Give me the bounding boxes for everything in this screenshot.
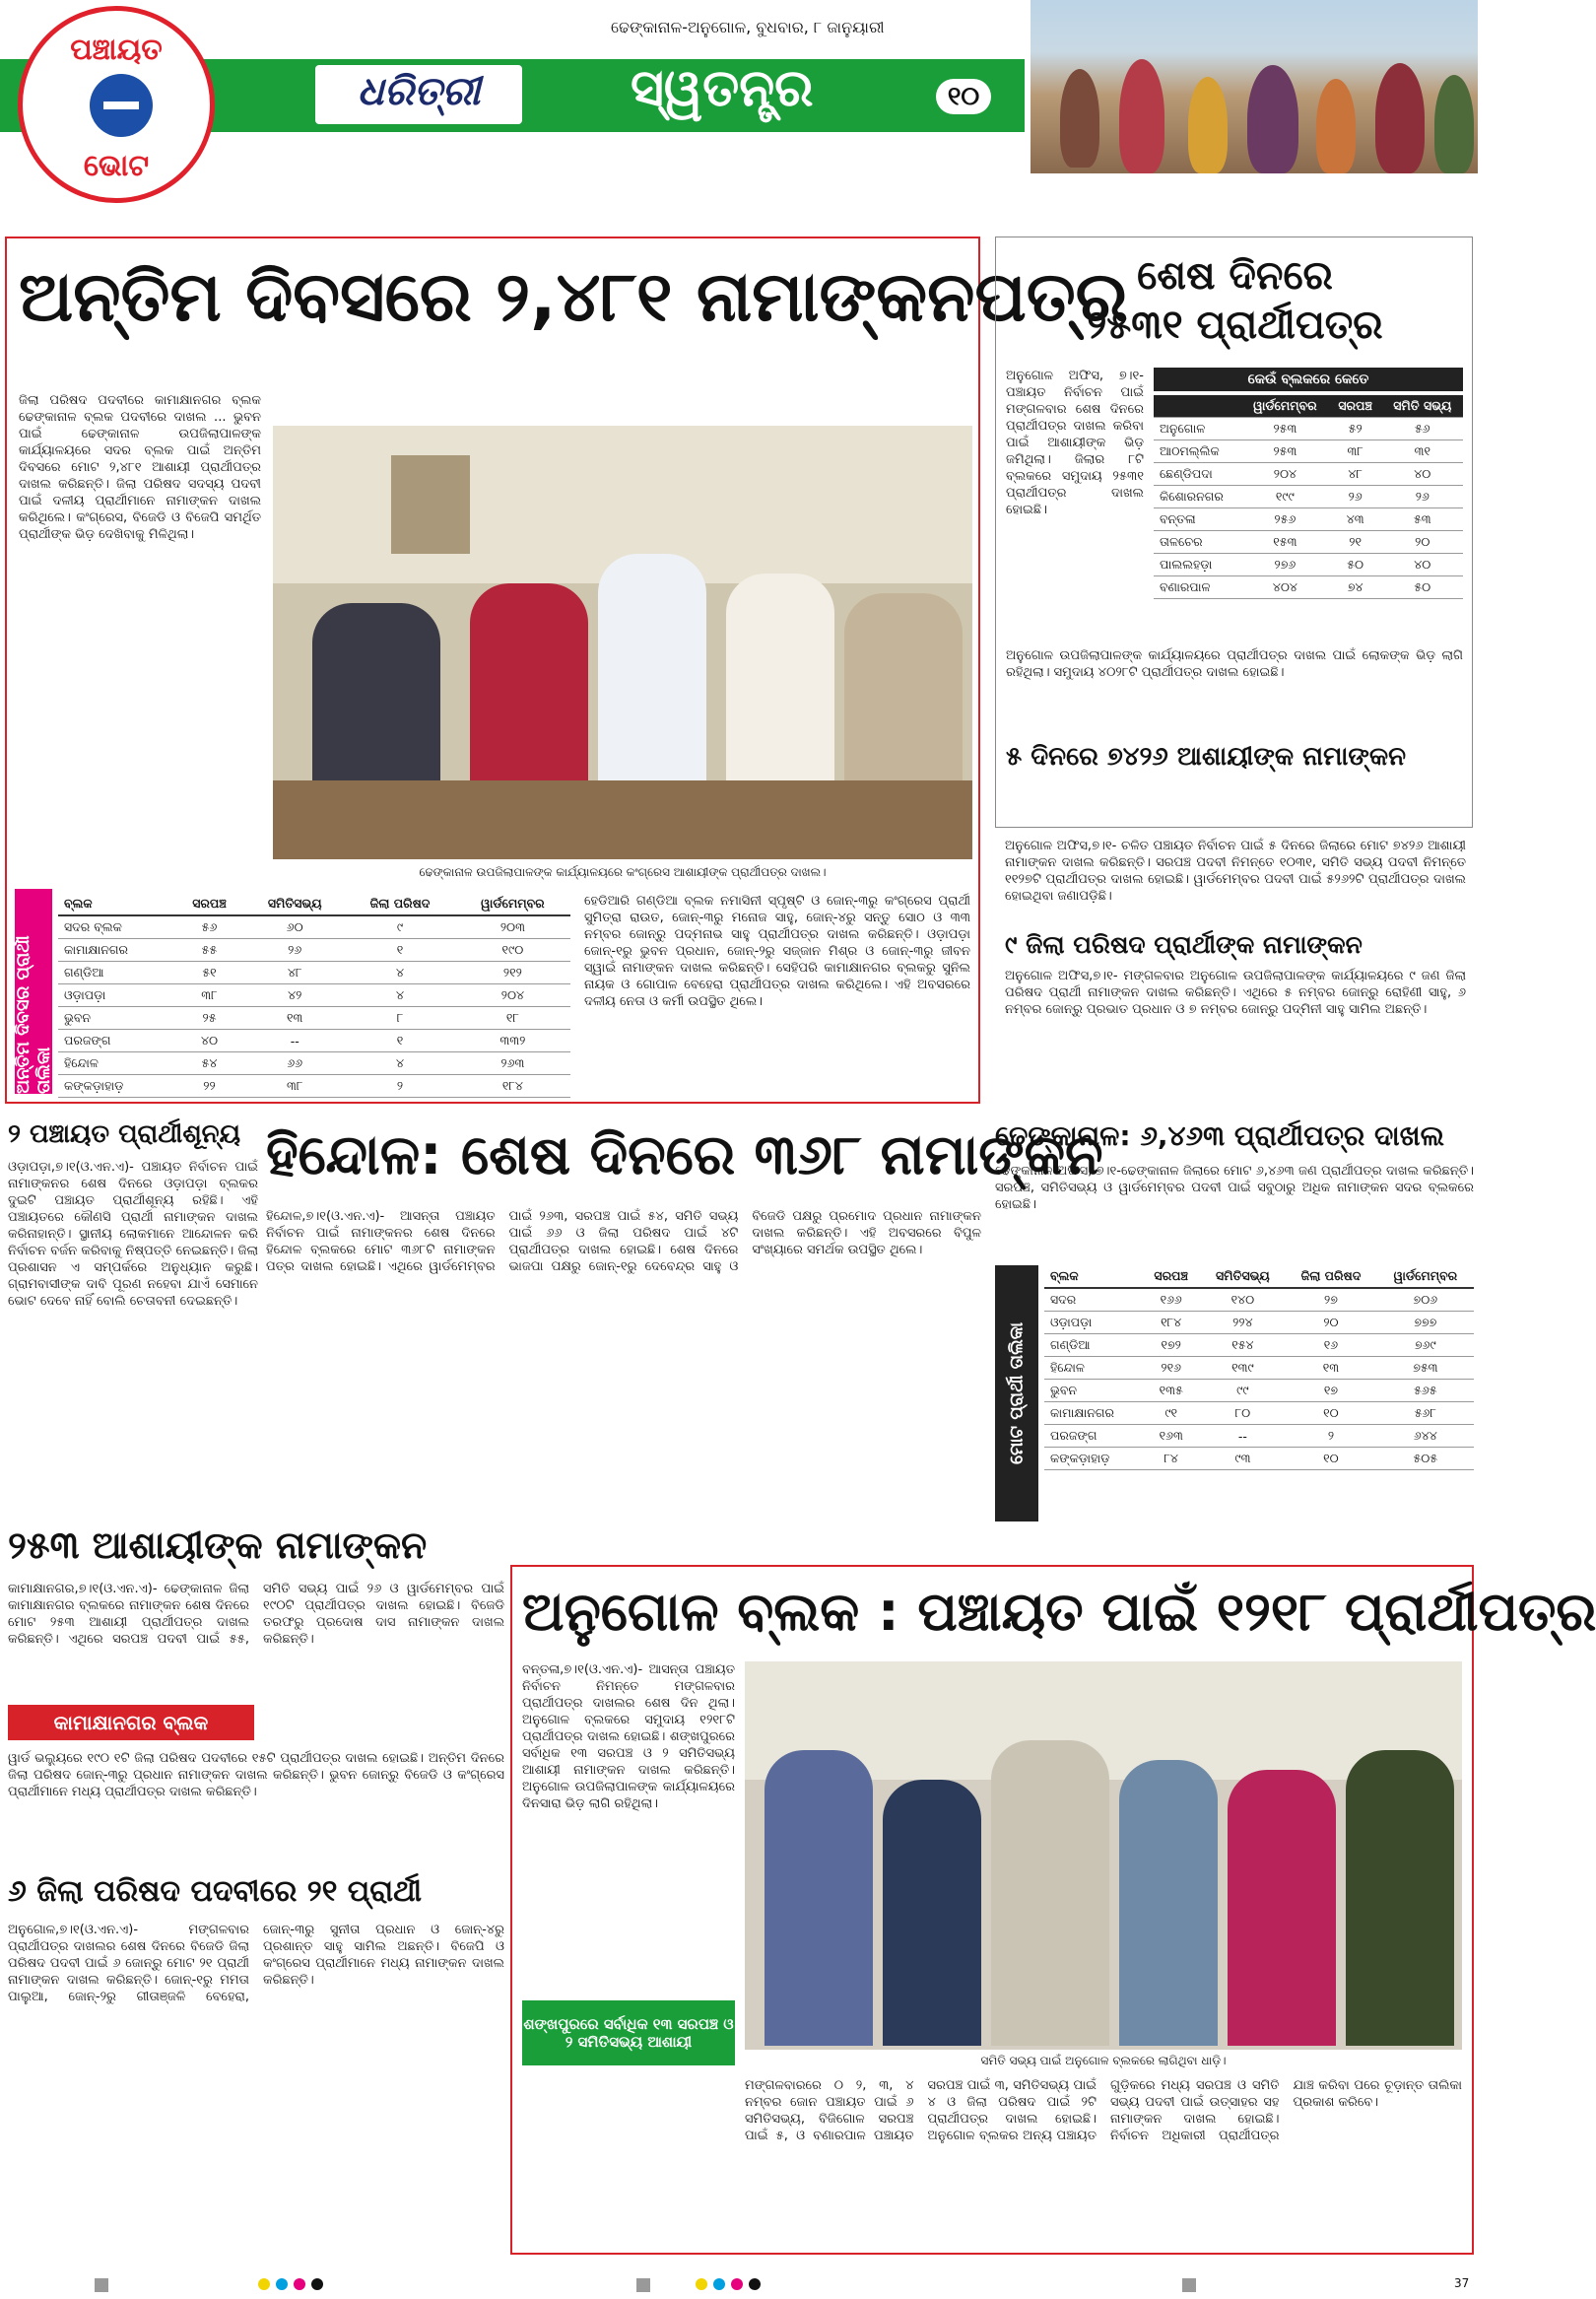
table-cell: ଗଣ୍ଡିଆ bbox=[1044, 1334, 1142, 1357]
table-cell: ୩୮ bbox=[174, 984, 244, 1007]
table-cell: -- bbox=[1201, 1425, 1286, 1448]
table-cell: ୫୪ bbox=[174, 1052, 244, 1075]
table-cell: ୫୨ bbox=[1329, 418, 1382, 440]
table-cell: ୬୪୪ bbox=[1377, 1425, 1474, 1448]
table-row bbox=[1154, 531, 1463, 554]
table-cell: ୨୫ bbox=[174, 1007, 244, 1030]
table-header: ଜିଲା ପରିଷଦ bbox=[345, 893, 454, 915]
table-cell: ୧୩ bbox=[1285, 1357, 1376, 1380]
table-header: ସମିତି ସଭ୍ୟ bbox=[1382, 395, 1463, 418]
table-row bbox=[1044, 1288, 1474, 1312]
print-mark bbox=[95, 2278, 108, 2292]
table-row bbox=[1154, 508, 1463, 531]
table-cell: ୪ bbox=[345, 1052, 454, 1075]
dateline: ଢେଙ୍କାନାଳ-ଅନୁଗୋଳ, ବୁଧବାର, ୮ ଜାନୁୟାରୀ bbox=[611, 18, 885, 36]
table-row bbox=[58, 915, 570, 939]
lead-body-2: ହେଡିଆରି ଗଣ୍ଡିଆ ବ୍ଲକ ନମାସିନୀ ସ୍ପୃଷ୍ଟି ଓ ଜୋନ୍-୩ରୁ କଂଗ୍ରେସ ପ୍ରାର୍ଥୀ ସୁମିତ୍ରା ରାଉତ, ଜୋନ୍-୩ରୁ ମନୋଜ ସାହୁ, ଜୋନ୍-୪ରୁ ସନ୍ତୁ ସୋଠ ଓ ୩୩ ନମ୍ବର ଜୋନ୍‌ରୁ ପଦ୍ମନାଭ ସାହୁ ପ୍ରାର୍ଥୀପତ୍ର ଦାଖଲ କରିଛନ୍ତି। ଓଡ଼ାପଡ଼ା ଜୋନ୍-୧ରୁ ଭୁବନ ପ୍ରଧାନ, ଜୋନ୍-୨ରୁ ସଜ୍ଜାନ ମିଶ୍ର ଓ ଜୋନ୍-୩ରୁ ଜୀବନ ସ୍ୱାଇଁ ନାମାଙ୍କନ ଦାଖଲ କରିଛନ୍ତି। ସେହିପରି କାମାକ୍ଷାନଗର ବ୍ଲକରୁ ସୁନିଲ ନାୟକ ଓ ଗୋପାଳ ବେହେରା ପ୍ରାର୍ଥୀପତ୍ର ଦାଖଲ କରିଥିଲେ। ଏହି ଅବସରରେ ଦଳୀୟ ନେତା ଓ କର୍ମୀ ଉପସ୍ଥିତ ଥିଲେ। bbox=[584, 894, 970, 1009]
anugul-block-photo-caption: ସମିତି ସଭ୍ୟ ପାଇଁ ଅନୁଗୋଳ ବ୍ଲକରେ ଲାଗିଥିବା ଧାଡ଼ି। bbox=[980, 2054, 1227, 2067]
table-row bbox=[1154, 554, 1463, 576]
anugul-table bbox=[1154, 395, 1463, 599]
table-cell: ୨୨୪ bbox=[1201, 1312, 1286, 1334]
anugul-body-2: ଅନୁଗୋଳ ଉପଜିଲାପାଳଙ୍କ କାର୍ଯ୍ୟାଳୟରେ ପ୍ରାର୍ଥୀପତ୍ର ଦାଖଲ ପାଇଁ ଲୋକଙ୍କ ଭିଡ଼ ଲାଗି ରହିଥିଲା। ସମୁଦାୟ ୪୦୨୮ଟି ପ୍ରାର୍ଥୀପତ୍ର ଦାଖଲ ହୋଇଛି। bbox=[1006, 648, 1463, 680]
table-row bbox=[1044, 1357, 1474, 1380]
table-cell: ଆଠମଲ୍ଲିକ bbox=[1154, 440, 1241, 463]
lead-photo bbox=[273, 426, 972, 859]
dhenkanal-body: ଢେଙ୍କାନାଳ ଅଫିସ, ୭।୧-ଢେଙ୍କାନାଳ ଜିଲାରେ ମୋଟ ୬,୪୬୩ ଜଣ ପ୍ରାର୍ଥୀପତ୍ର ଦାଖଲ କରିଛନ୍ତି। ସରପଞ୍ଚ, ସମିତିସଭ୍ୟ ଓ ୱାର୍ଡମେମ୍ବର ପଦବୀ ପାଇଁ ସବୁଠାରୁ ଅଧିକ ନାମାଙ୍କନ ସଦର ବ୍ଲକରେ ହୋଇଛି। bbox=[995, 1164, 1474, 1212]
table-cell: ଭୁବନ bbox=[58, 1007, 174, 1030]
table-cell: ୫୦୫ bbox=[1377, 1448, 1474, 1470]
table-cell: ସଦର bbox=[1044, 1288, 1142, 1312]
table-cell: ସଦର ବ୍ଲକ bbox=[58, 915, 174, 939]
table-cell: -- bbox=[244, 1030, 345, 1052]
table-cell: ୨୧ bbox=[1329, 531, 1382, 554]
anugul-body: ଅନୁଗୋଳ ଅଫିସ, ୭।୧- ପଞ୍ଚାୟତ ନିର୍ବାଚନ ପାଇଁ ମଙ୍ଗଳବାର ଶେଷ ଦିନରେ ପ୍ରାର୍ଥୀପତ୍ର ଦାଖଲ କରିବା ପାଇଁ ଆଶାୟୀଙ୍କ ଭିଡ଼ ଜମିଥିଲା। ଜିଲାର ୮ଟି ବ୍ଲକରେ ସମୁଦାୟ ୨୫୩୧ ପ୍ରାର୍ଥୀପତ୍ର ଦାଖଲ ହୋଇଛି। bbox=[1006, 369, 1144, 517]
table-cell: ୪୮ bbox=[1329, 463, 1382, 486]
table-cell: ୩୮ bbox=[244, 1075, 345, 1098]
print-mark bbox=[731, 2278, 743, 2290]
table-cell: ୨୭୬ bbox=[1241, 554, 1329, 576]
table-cell: ୭୬୯ bbox=[1377, 1334, 1474, 1357]
table-cell: ୨୧୨ bbox=[455, 962, 570, 984]
table-cell: ୯୩ bbox=[1201, 1448, 1286, 1470]
hindol-headline: ହିନ୍ଦୋଳ: ଶେଷ ଦିନରେ ୩୬୮ ନାମାଙ୍କନ bbox=[266, 1123, 1103, 1187]
table-cell: ୯୯ bbox=[1201, 1380, 1286, 1402]
anugul-table-title: କେଉଁ ବ୍ଲକରେ କେତେ bbox=[1154, 368, 1463, 391]
table-cell: ୬୦ bbox=[244, 915, 345, 939]
table-cell: ୩୧ bbox=[1382, 440, 1463, 463]
table-cell: ୧୬୬ bbox=[1142, 1288, 1201, 1312]
table-header: ସରପଞ୍ଚ bbox=[174, 893, 244, 915]
table-cell: ୨୦ bbox=[1285, 1312, 1376, 1334]
table-cell: ୨ bbox=[345, 1075, 454, 1098]
zp-21-body: ଅନୁଗୋଳ,୭।୧(ଓ.ଏନ.ଏ)- ମଙ୍ଗଳବାର ପ୍ରାର୍ଥୀପତ୍ର ଦାଖଲର ଶେଷ ଦିନରେ ବିଜେଡି ଜିଲା ପରିଷଦ ପଦବୀ ପାଇଁ ୬ ଜୋନ୍‌ରୁ ମୋଟ ୨୧ ପ୍ରାର୍ଥୀ ନାମାଙ୍କନ ଦାଖଲ କରିଛନ୍ତି। ଜୋନ୍-୧ରୁ ମମତା ପାଲୁଆ, ଜୋନ୍-୨ରୁ ଗୀତାଞ୍ଜଳି ବେହେରା, ଜୋନ୍-୩ରୁ ସୁନୀତା ପ୍ରଧାନ ଓ ଜୋନ୍-୪ରୁ ପ୍ରଶାନ୍ତ ସାହୁ ସାମିଲ ଅଛନ୍ତି। ବିଜେପି ଓ କଂଗ୍ରେସ ପ୍ରାର୍ଥୀମାନେ ମଧ୍ୟ ନାମାଙ୍କନ ଦାଖଲ କରିଛନ୍ତି। bbox=[8, 1923, 504, 2004]
table-cell: କଙ୍କଡ଼ାହାଡ଼ bbox=[58, 1075, 174, 1098]
table-cell: ୪୦ bbox=[1382, 463, 1463, 486]
table-header: ବ୍ଲକ bbox=[58, 893, 174, 915]
table-row bbox=[1154, 418, 1463, 440]
table-cell: ୧୯୯ bbox=[1241, 486, 1329, 508]
table-cell: ପାଲଲହଡ଼ା bbox=[1154, 554, 1241, 576]
table-cell: ପରଜଙ୍ଗ bbox=[58, 1030, 174, 1052]
table-cell: ୧୮ bbox=[455, 1007, 570, 1030]
print-mark bbox=[1182, 2278, 1196, 2292]
table-cell: ୪୦ bbox=[174, 1030, 244, 1052]
table-cell: ୫୩ bbox=[1382, 508, 1463, 531]
table-cell: ୭୭୭ bbox=[1377, 1312, 1474, 1334]
table-row bbox=[1154, 576, 1463, 599]
table-cell: ଛେଣ୍ଡିପଦା bbox=[1154, 463, 1241, 486]
kamakhyanagar-body: କାମାକ୍ଷାନଗର,୭।୧(ଓ.ଏନ.ଏ)- ଢେଙ୍କାନାଳ ଜିଲା କାମାକ୍ଷାନଗର ବ୍ଲକରେ ନାମାଙ୍କନ ଶେଷ ଦିନରେ ମୋଟ ୨୫୩ ଆଶାୟୀ ପ୍ରାର୍ଥୀପତ୍ର ଦାଖଲ କରିଛନ୍ତି। ଏଥିରେ ସରପଞ୍ଚ ପଦବୀ ପାଇଁ ୫୫, ସମିତି ସଭ୍ୟ ପାଇଁ ୨୬ ଓ ୱାର୍ଡମେମ୍ବର ପାଇଁ ୧୯୦ଟି ପ୍ରାର୍ଥୀପତ୍ର ଦାଖଲ ହୋଇଛି। ବିଜେଡି ତରଫରୁ ପ୍ରଦୋଷ ଦାସ ନାମାଙ୍କନ ଦାଖଲ କରିଛନ୍ତି। bbox=[8, 1582, 504, 1647]
anugul-headline-1: ଶେଷ ଦିନରେ bbox=[1137, 253, 1333, 299]
table-cell: ୧୦ bbox=[1285, 1448, 1376, 1470]
lead-headline: ଅନ୍ତିମ ଦିବସରେ ୨,୪୮୧ ନାମାଙ୍କନପତ୍ର bbox=[19, 256, 1128, 337]
print-mark bbox=[713, 2278, 725, 2290]
section-title: ସ୍ୱତନ୍ତ୍ର bbox=[631, 59, 814, 118]
table-cell: ୧୪୦ bbox=[1201, 1288, 1286, 1312]
table-cell: ୨୬୩ bbox=[455, 1052, 570, 1075]
table-row bbox=[58, 1052, 570, 1075]
table-row bbox=[1044, 1312, 1474, 1334]
table-cell: କଙ୍କଡ଼ାହାଡ଼ bbox=[1044, 1448, 1142, 1470]
table-cell: ୩୮ bbox=[1329, 440, 1382, 463]
anugul-block-headline: ଅନୁଗୋଳ ବ୍ଲକ : ପଞ୍ଚାୟତ ପାଇଁ ୧୨୧୮ ପ୍ରାର୍ଥୀପତ୍ର bbox=[522, 1581, 1596, 1643]
table-cell: ବଣାରପାଳ bbox=[1154, 576, 1241, 599]
table-cell: ୧୬୩ bbox=[1142, 1425, 1201, 1448]
table-cell: ୧୦ bbox=[1285, 1402, 1376, 1425]
print-mark bbox=[294, 2278, 305, 2290]
table-cell: କିଶୋରନଗର bbox=[1154, 486, 1241, 508]
table-cell: ୨୭ bbox=[1285, 1288, 1376, 1312]
table-cell: ଓଡ଼ାପଡ଼ା bbox=[58, 984, 174, 1007]
logo-top-text: ପଞ୍ଚାୟତ bbox=[70, 33, 163, 67]
lead-photo-caption: ଢେଙ୍କାନାଳ ଉପଜିଲାପାଳଙ୍କ କାର୍ଯ୍ୟାଳୟରେ କଂଗ୍ରେସ ଆଶାୟୀଙ୍କ ପ୍ରାର୍ଥୀପତ୍ର ଦାଖଲ। bbox=[419, 865, 827, 879]
newspaper-logo: ଧରିତ୍ରୀ bbox=[315, 65, 522, 124]
dhenkanal-table-label: ମୋଟ ପ୍ରାର୍ଥୀ ତାଲିକା bbox=[995, 1265, 1038, 1521]
table-cell: ୬୬ bbox=[244, 1052, 345, 1075]
table-cell: ୨୦ bbox=[1382, 531, 1463, 554]
table-cell: ୨୦୩ bbox=[455, 915, 570, 939]
anugul-block-photo bbox=[745, 1661, 1462, 2050]
table-cell: ଭୁବନ bbox=[1044, 1380, 1142, 1402]
table-cell: ୨୬ bbox=[244, 939, 345, 962]
table-cell: ୫୬୮ bbox=[1377, 1402, 1474, 1425]
print-mark bbox=[258, 2278, 270, 2290]
table-row bbox=[1154, 486, 1463, 508]
table-cell: ୨୬ bbox=[1329, 486, 1382, 508]
page-number: ୧୦ bbox=[936, 79, 991, 114]
table-cell: ୧ bbox=[345, 939, 454, 962]
table-cell: ୨୦୪ bbox=[1241, 463, 1329, 486]
table-cell: ୧୭ bbox=[1285, 1380, 1376, 1402]
table-cell: ୧୩ bbox=[244, 1007, 345, 1030]
story-7426-body: ଅନୁଗୋଳ ଅଫିସ,୭।୧- ଚଳିତ ପଞ୍ଚାୟତ ନିର୍ବାଚନ ପାଇଁ ୫ ଦିନରେ ଜିଲାରେ ମୋଟ ୭୪୨୬ ଆଶାୟୀ ନାମାଙ୍କନ ଦାଖଲ କରିଛନ୍ତି। ସରପଞ୍ଚ ପଦବୀ ନିମନ୍ତେ ୧୦୩୧, ସମିତି ସଭ୍ୟ ପଦବୀ ନିମନ୍ତେ ୧୧୨୭ଟି ପ୍ରାର୍ଥୀପତ୍ର ଦାଖଲ ହୋଇଛି। ୱାର୍ଡମେମ୍ବର ପଦବୀ ପାଇଁ ୫୨୬୨ଟି ପ୍ରାର୍ଥୀପତ୍ର ଦାଖଲ ହୋଇଥିବା ଜଣାପଡ଼ିଛି। bbox=[1005, 839, 1466, 904]
table-cell: ୨୨ bbox=[174, 1075, 244, 1098]
table-cell: ଅନୁଗୋଳ bbox=[1154, 418, 1241, 440]
table-cell: ୫୫ bbox=[174, 939, 244, 962]
anugul-block-callout: ଶଙ୍ଖପୁରରେ ସର୍ବାଧିକ ୧୩ ସରପଞ୍ଚ ଓ ୨ ସମିତିସଭ୍ୟ ଆଶାୟୀ bbox=[522, 2000, 735, 2065]
table-row bbox=[1154, 463, 1463, 486]
zp-9-headline: ୯ ଜିଲା ପରିଷଦ ପ୍ରାର୍ଥୀଙ୍କ ନାମାଙ୍କନ bbox=[1005, 930, 1363, 959]
table-cell: ବନ୍ତଳା bbox=[1154, 508, 1241, 531]
table-header: ବ୍ଲକ bbox=[1044, 1265, 1142, 1288]
table-cell: ୭୫୩ bbox=[1377, 1357, 1474, 1380]
table-cell: ୨୫୩ bbox=[1241, 418, 1329, 440]
print-mark bbox=[636, 2278, 650, 2292]
table-cell: ୮ bbox=[345, 1007, 454, 1030]
table-row bbox=[1044, 1425, 1474, 1448]
table-cell: ୨୫୩ bbox=[1241, 440, 1329, 463]
dhenkanal-table bbox=[1044, 1265, 1474, 1470]
table-cell: ୯ bbox=[345, 915, 454, 939]
anugul-block-story bbox=[510, 1565, 1596, 2255]
table-cell: ୧୫୩ bbox=[1241, 531, 1329, 554]
print-mark bbox=[311, 2278, 323, 2290]
crowd-photo bbox=[1031, 0, 1478, 173]
story-7426-headline: ୫ ଦିନରେ ୭୪୨୬ ଆଶାୟୀଙ୍କ ନାମାଙ୍କନ bbox=[1006, 742, 1407, 772]
table-header: ଜିଲା ପରିଷଦ bbox=[1285, 1265, 1376, 1288]
kamakhyanagar-headline: ୨୫୩ ଆଶାୟୀଙ୍କ ନାମାଙ୍କନ bbox=[8, 1523, 428, 1567]
ballot-mark-icon bbox=[90, 74, 153, 137]
anugul-story bbox=[995, 237, 1473, 828]
table-cell: ୪୦୪ bbox=[1241, 576, 1329, 599]
table-cell: ୨୬ bbox=[1382, 486, 1463, 508]
table-cell: ଗଣ୍ଡିଆ bbox=[58, 962, 174, 984]
table-header: ସରପଞ୍ଚ bbox=[1329, 395, 1382, 418]
table-cell: ୮୦ bbox=[1201, 1402, 1286, 1425]
table-header: ସରପଞ୍ଚ bbox=[1142, 1265, 1201, 1288]
table-cell: ୧ bbox=[345, 1030, 454, 1052]
table-cell: କାମାକ୍ଷାନଗର bbox=[1044, 1402, 1142, 1425]
table-cell: ୨ bbox=[1285, 1425, 1376, 1448]
dhenkanal-headline: ଢେଙ୍କାନାଳ: ୬,୪୬୩ ପ୍ରାର୍ଥୀପତ୍ର ଦାଖଲ bbox=[995, 1119, 1444, 1152]
print-mark bbox=[696, 2278, 707, 2290]
zp-21-headline: ୬ ଜିଲା ପରିଷଦ ପଦବୀରେ ୨୧ ପ୍ରାର୍ଥୀ bbox=[8, 1874, 423, 1909]
table-cell: ହିନ୍ଦୋଳ bbox=[58, 1052, 174, 1075]
page-ref: 37 bbox=[1454, 2276, 1470, 2290]
zero-candidate-headline: ୨ ପଞ୍ଚାୟତ ପ୍ରାର୍ଥୀଶୂନ୍ୟ bbox=[8, 1119, 241, 1149]
zp-9-body: ଅନୁଗୋଳ ଅଫିସ,୭।୧- ମଙ୍ଗଳବାର ଅନୁଗୋଳ ଉପଜିଲାପାଳଙ୍କ କାର୍ଯ୍ୟାଳୟରେ ୯ ଜଣ ଜିଲା ପରିଷଦ ପ୍ରାର୍ଥୀ ନାମାଙ୍କନ ଦାଖଲ କରିଛନ୍ତି। ଏଥିରେ ୫ ନମ୍ବର ଜୋନ୍‌ରୁ ରୋହିଣୀ ସାହୁ, ୬ ନମ୍ବର ଜୋନ୍‌ରୁ ପ୍ରଭାତ ପ୍ରଧାନ ଓ ୭ ନମ୍ବର ଜୋନ୍‌ରୁ ପଦ୍ମିନୀ ସାହୁ ସାମିଲ ଅଛନ୍ତି। bbox=[1005, 969, 1466, 1017]
table-cell: ୨୧୬ bbox=[1142, 1357, 1201, 1380]
lead-table-label: ଅନ୍ତିମ ଦିବସର ପ୍ରାର୍ଥୀ ତାଲିକା bbox=[15, 889, 52, 1094]
table-cell: ହିନ୍ଦୋଳ bbox=[1044, 1357, 1142, 1380]
anugul-block-body-2: ମଙ୍ଗଳବାରରେ ୦ ୨, ୩, ୪ ନମ୍ବର ଜୋନ ପଞ୍ଚାୟତ ପାଇଁ ୬ ସମିତିସଭ୍ୟ, ବିଜିଗୋଳ ସରପଞ୍ଚ ପାଇଁ ୫, ଓ ବଣାରପାଳ ପଞ୍ଚାୟତ ସରପଞ୍ଚ ପାଇଁ ୩, ସମିତିସଭ୍ୟ ପାଇଁ ୪ ଓ ଜିଲା ପରିଷଦ ପାଇଁ ୨ଟି ପ୍ରାର୍ଥୀପତ୍ର ଦାଖଲ ହୋଇଛି। ଅନୁଗୋଳ ବ୍ଲକର ଅନ୍ୟ ପଞ୍ଚାୟତ ଗୁଡ଼ିକରେ ମଧ୍ୟ ସରପଞ୍ଚ ଓ ସମିତି ସଭ୍ୟ ପଦବୀ ପାଇଁ ଉତ୍ସାହର ସହ ନାମାଙ୍କନ ଦାଖଲ ହୋଇଛି। ନିର୍ବାଚନ ଅଧିକାରୀ ପ୍ରାର୍ଥୀପତ୍ର ଯାଞ୍ଚ କରିବା ପରେ ଚୂଡ଼ାନ୍ତ ତାଲିକା ପ୍ରକାଶ କରିବେ। bbox=[745, 2078, 1462, 2143]
table-row bbox=[58, 939, 570, 962]
table-cell: ତାଳଚେର bbox=[1154, 531, 1241, 554]
table-row bbox=[58, 1007, 570, 1030]
table-header: ୱାର୍ଡମେମ୍ବର bbox=[455, 893, 570, 915]
zero-candidate-body: ଓଡ଼ାପଡ଼ା,୭।୧(ଓ.ଏନ.ଏ)- ପଞ୍ଚାୟତ ନିର୍ବାଚନ ପାଇଁ ନାମାଙ୍କନର ଶେଷ ଦିନରେ ଓଡ଼ାପଡ଼ା ବ୍ଲକର ଦୁଇଟି ପଞ୍ଚାୟତ ପ୍ରାର୍ଥୀଶୂନ୍ୟ ରହିଛି। ଏହି ପଞ୍ଚାୟତରେ କୌଣସି ପ୍ରାର୍ଥୀ ନାମାଙ୍କନ ଦାଖଲ କରିନାହାନ୍ତି। ସ୍ଥାନୀୟ ଲୋକମାନେ ଆନ୍ଦୋଳନ କରି ନିର୍ବାଚନ ବର୍ଜନ କରିବାକୁ ନିଷ୍ପତ୍ତି ନେଇଛନ୍ତି। ଜିଲା ପ୍ରଶାସନ ଏ ସମ୍ପର୍କରେ ଅନୁଧ୍ୟାନ କରୁଛି। ଗ୍ରାମବାସୀଙ୍କ ଦାବି ପୂରଣ ନହେବା ଯାଏଁ ସେମାନେ ଭୋଟ ଦେବେ ନାହିଁ ବୋଲି ଚେତାବନୀ ଦେଇଛନ୍ତି। bbox=[8, 1160, 258, 1309]
table-cell: ୨୦୪ bbox=[455, 984, 570, 1007]
table-header: ୱାର୍ଡମେମ୍ବର bbox=[1241, 395, 1329, 418]
anugul-headline-2: ୨୫୩୧ ପ୍ରାର୍ଥୀପତ୍ର bbox=[1087, 303, 1383, 348]
table-cell: ପରଜଙ୍ଗ bbox=[1044, 1425, 1142, 1448]
table-cell: ୩୩୨ bbox=[455, 1030, 570, 1052]
table-cell: ୫୬୫ bbox=[1377, 1380, 1474, 1402]
table-cell: ୮୪ bbox=[1142, 1448, 1201, 1470]
table-row bbox=[58, 962, 570, 984]
table-cell: ୫୬ bbox=[174, 915, 244, 939]
table-cell: ୭୪ bbox=[1329, 576, 1382, 599]
logo-bottom-text: ଭୋଟ bbox=[83, 149, 150, 183]
table-cell: ୧୫୪ bbox=[1201, 1334, 1286, 1357]
table-cell: ୫୧ bbox=[174, 962, 244, 984]
table-cell: ୭୦୬ bbox=[1377, 1288, 1474, 1312]
table-cell: ୪ bbox=[345, 962, 454, 984]
table-header bbox=[1154, 395, 1241, 418]
lead-table bbox=[58, 893, 570, 1098]
lead-body: ଜିଲା ପରିଷଦ ପଦବୀରେ କାମାକ୍ଷାନଗର ବ୍ଲକ ଢେଙ୍କାନାଳ ବ୍ଲକ ପଦବୀରେ ଦାଖଲ ... ଭୁବନ ପାଇଁ ଢେଙ୍କାନାଳ ଉପଜିଲାପାଳଙ୍କ କାର୍ଯ୍ୟାଳୟରେ ସଦର ବ୍ଲକ ପାଇଁ ଅନ୍ତିମ ଦିବସରେ ମୋଟ ୨,୪୮୧ ଆଶାୟୀ ପ୍ରାର୍ଥୀପତ୍ର ଦାଖଲ କରିଛନ୍ତି। ଜିଲା ପରିଷଦ ସଦସ୍ୟ ପଦବୀ ପାଇଁ ଦଳୀୟ ପ୍ରାର୍ଥୀମାନେ ନାମାଙ୍କନ ଦାଖଲ କରିଥିଲେ। କଂଗ୍ରେସ, ବିଜେଡି ଓ ବିଜେପି ସମର୍ଥିତ ପ୍ରାର୍ଥୀଙ୍କ ଭିଡ଼ ଦେଖିବାକୁ ମିଳିଥିଲା। bbox=[19, 393, 261, 542]
table-header: ସମିତିସଭ୍ୟ bbox=[244, 893, 345, 915]
table-cell: ୪୮ bbox=[244, 962, 345, 984]
table-row bbox=[58, 1030, 570, 1052]
table-cell: ୪୦ bbox=[1382, 554, 1463, 576]
table-cell: ୧୮୪ bbox=[1142, 1312, 1201, 1334]
table-cell: ୧୭୨ bbox=[1142, 1334, 1201, 1357]
table-cell: ୪୨ bbox=[244, 984, 345, 1007]
table-cell: ୧୬ bbox=[1285, 1334, 1376, 1357]
table-row bbox=[1044, 1448, 1474, 1470]
table-cell: କାମାକ୍ଷାନଗର bbox=[58, 939, 174, 962]
table-cell: ୨୫୬ bbox=[1241, 508, 1329, 531]
table-row bbox=[1044, 1402, 1474, 1425]
table-row bbox=[58, 1075, 570, 1098]
table-cell: ୪ bbox=[345, 984, 454, 1007]
table-row bbox=[1044, 1334, 1474, 1357]
table-row bbox=[1044, 1380, 1474, 1402]
table-cell: ୫୦ bbox=[1329, 554, 1382, 576]
kamakhyanagar-body-2: ୱାର୍ଡ ଭଲ୍ୟୁରେ ୧୯୦ ୧ଟି ଜିଲା ପରିଷଦ ପଦବୀରେ ୧୫ଟି ପ୍ରାର୍ଥୀପତ୍ର ଦାଖଲ ହୋଇଛି। ଅନ୍ତିମ ଦିନରେ ଜିଲା ପରିଷଦ ଜୋନ୍-୩ରୁ ପ୍ରଧାନ ନାମାଙ୍କନ ଦାଖଲ କରିଛନ୍ତି। ଭୁବନ ଜୋନ୍‌ରୁ ବିଜେଡି ଓ କଂଗ୍ରେସ ପ୍ରାର୍ଥୀମାନେ ମଧ୍ୟ ପ୍ରାର୍ଥୀପତ୍ର ଦାଖଲ କରିଛନ୍ତି। bbox=[8, 1751, 504, 1799]
table-cell: ୧୩୫ bbox=[1142, 1380, 1201, 1402]
table-cell: ୫୦ bbox=[1382, 576, 1463, 599]
table-header: ୱାର୍ଡମେମ୍ବର bbox=[1377, 1265, 1474, 1288]
table-header: ସମିତିସଭ୍ୟ bbox=[1201, 1265, 1286, 1288]
anugul-block-body: ବନ୍ତଳା,୭।୧(ଓ.ଏନ.ଏ)- ଆସନ୍ତା ପଞ୍ଚାୟତ ନିର୍ବାଚନ ନିମନ୍ତେ ମଙ୍ଗଳବାର ପ୍ରାର୍ଥୀପତ୍ର ଦାଖଲର ଶେଷ ଦିନ ଥିଲା। ଅନୁଗୋଳ ବ୍ଲକରେ ସମୁଦାୟ ୧୨୧୮ଟି ପ୍ରାର୍ଥୀପତ୍ର ଦାଖଲ ହୋଇଛି। ଶଙ୍ଖପୁରରେ ସର୍ବାଧିକ ୧୩ ସରପଞ୍ଚ ଓ ୨ ସମିତିସଭ୍ୟ ଆଶାୟୀ ନାମାଙ୍କନ ଦାଖଲ କରିଛନ୍ତି। ଅନୁଗୋଳ ଉପଜିଲାପାଳଙ୍କ କାର୍ଯ୍ୟାଳୟରେ ଦିନସାରା ଭିଡ଼ ଲାଗି ରହିଥିଲା। bbox=[522, 1662, 735, 1811]
table-cell: ୧୩୯ bbox=[1201, 1357, 1286, 1380]
kamakhyanagar-label: କାମାକ୍ଷାନଗର ବ୍ଲକ bbox=[8, 1705, 254, 1740]
table-cell: ଓଡ଼ାପଡ଼ା bbox=[1044, 1312, 1142, 1334]
table-cell: ୯୧ bbox=[1142, 1402, 1201, 1425]
table-cell: ୧୮୪ bbox=[455, 1075, 570, 1098]
print-mark bbox=[749, 2278, 761, 2290]
table-cell: ୫୬ bbox=[1382, 418, 1463, 440]
table-row bbox=[58, 984, 570, 1007]
table-row bbox=[1154, 440, 1463, 463]
table-cell: ୧୯୦ bbox=[455, 939, 570, 962]
print-mark bbox=[276, 2278, 288, 2290]
hindol-body: ହିନ୍ଦୋଳ,୭।୧(ଓ.ଏନ.ଏ)- ଆସନ୍ତା ପଞ୍ଚାୟତ ନିର୍ବାଚନ ପାଇଁ ନାମାଙ୍କନର ଶେଷ ଦିନରେ ହିନ୍ଦୋଳ ବ୍ଲକରେ ମୋଟ ୩୬୮ଟି ନାମାଙ୍କନ ପତ୍ର ଦାଖଲ ହୋଇଛି। ଏଥିରେ ୱାର୍ଡମେମ୍ବର ପାଇଁ ୨୬୩, ସରପଞ୍ଚ ପାଇଁ ୫୪, ସମିତି ସଭ୍ୟ ପାଇଁ ୬୬ ଓ ଜିଲା ପରିଷଦ ପାଇଁ ୪ଟି ପ୍ରାର୍ଥୀପତ୍ର ଦାଖଲ ହୋଇଛି। ଶେଷ ଦିନରେ ଭାଜପା ପକ୍ଷରୁ ଜୋନ୍-୧ରୁ ଦେବେନ୍ଦ୍ର ସାହୁ ଓ ବିଜେଡି ପକ୍ଷରୁ ପ୍ରମୋଦ ପ୍ରଧାନ ନାମାଙ୍କନ ଦାଖଲ କରିଛନ୍ତି। ଏହି ଅବସରରେ ବିପୁଳ ସଂଖ୍ୟାରେ ସମର୍ଥକ ଉପସ୍ଥିତ ଥିଲେ। bbox=[266, 1209, 981, 1274]
table-cell: ୪୩ bbox=[1329, 508, 1382, 531]
panchayat-vote-logo bbox=[18, 6, 215, 203]
